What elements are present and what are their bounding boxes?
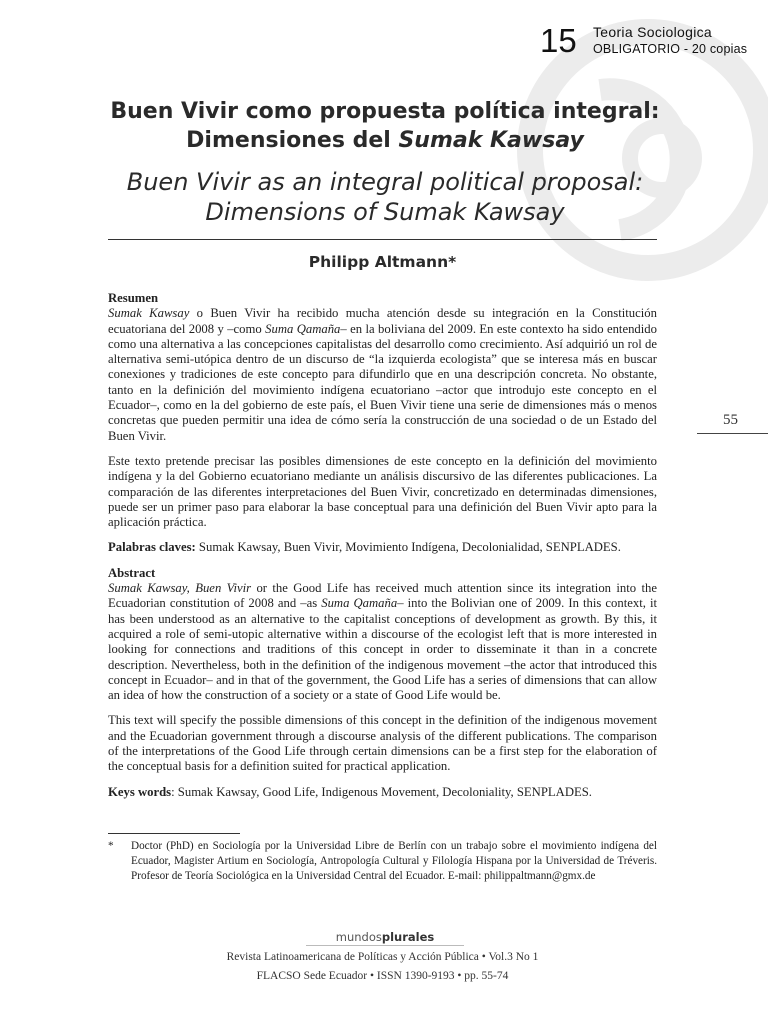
title-spanish	[105, 97, 665, 155]
title-es-line2-prefix: Dimensiones del	[186, 128, 399, 153]
resumen-text-b: – en la boliviana del 2009. En este contexto ha sido entendido como una alternativa a las concepciones capitalistas del desarrollo como crecimiento. Así adquirió un rol de alternativa semi-utópica dentro de un discurso de “la izquierda ecologista” que se interesa más en buscar conexiones y tradiciones de este concepto para difundirlo que en una descripción concreta. No obstante, tanto en la definición del movimiento indígena ecuatoriano –actor que introdujo este concepto en el Ecuador–, como en la del gobierno de este país, el Buen Vivir tiene una serie de dimensiones más o menos concretas que pueden permitir una idea de cómo sería la construcción de una sociedad o de un Estado del Buen Vivir.	[108, 321, 657, 443]
publisher-logo	[304, 930, 466, 944]
handwritten-number: 15	[540, 22, 577, 59]
title-divider	[108, 239, 657, 240]
title-es-line2	[105, 126, 665, 155]
resumen-italic-term-a: Sumak Kawsay	[108, 306, 190, 321]
brand-divider	[306, 945, 464, 946]
brand-suffix: plurales	[381, 930, 435, 944]
resumen-keywords-label: Palabras claves:	[108, 540, 196, 555]
resumen-keywords	[108, 540, 657, 555]
journal-line-1: Revista Latinoamericana de Políticas y Acción Pública • Vol.3 No 1	[226, 951, 539, 963]
brand-prefix: mundos	[335, 930, 382, 944]
article-body	[108, 291, 657, 810]
page-number-rule	[697, 433, 768, 434]
footnote-text: Doctor (PhD) en Sociología por la Universidad Libre de Berlín con un trabajo sobre el movimiento indígena del Ecuador, Magister Artium en Sociología, Antropología Cultural y Filología Hispana por la Universidad de Tréveris. Profesor de Teoría Sociológica en la Universidad Central del Ecuador. E-mail: philippaltmann@gmx.de	[131, 840, 657, 882]
abstract-italic-term-a: Sumak Kawsay, Buen Vivir	[108, 581, 252, 596]
abstract-paragraph-2: This text will specify the possible dimensions of this concept in the definition of the indigenous movement and the Ecuadorian government through a discourse analysis of the different publications. The comparison of the interpretations of the Good Life through certain dimensions can be a first step for the elaboration of the conceptual basis for a definition suited for practical application.	[108, 713, 657, 774]
abstract-text-b: – into the Bolivian one of 2009. In this context, it has been understood as an alternative to the capitalist conceptions of development as growth. By this, it acquired a role of semi-utopic alternative within a discourse of the ecologist left that is more interested in looking for connections and traditions of this concept in order to disseminate it than in a concrete description. Nevertheless, both in the definition of the indigenous movement –the actor that introduced this concept in Ecuador– and in that of the government, the Good Life has a series of dimensions that can allow an idea of how the construction of a society or a state of Good Life would be.	[108, 596, 658, 703]
handwritten-note: OBLIGATORIO - 20 copias	[593, 42, 748, 56]
author-footnote	[108, 839, 657, 884]
resumen-paragraph-2: Este texto pretende precisar las posibles dimensiones de este concepto en la definición del movimiento indígena y la del Gobierno ecuatoriano mediante un análisis discursivo de las diferentes publicaciones. La comparación de las diferentes interpretaciones del Buen Vivir, concretizado en determinadas dimensiones, puede ser un primer paso para elaborar la base conceptual para una definición del Buen Vivir apto para la aplicación práctica.	[108, 453, 657, 530]
abstract-keywords-label: Keys words	[108, 784, 172, 799]
abstract-paragraph-1	[108, 566, 657, 704]
handwritten-course: Teoria Sociologica	[593, 24, 713, 40]
abstract-keywords	[108, 785, 657, 800]
footnote-mark: *	[108, 840, 114, 852]
resumen-heading: Resumen	[108, 291, 159, 305]
page-number: 55	[723, 412, 738, 428]
resumen-text-a: o Buen Vivir ha recibido mucha atención desde su integración en la Constitución ecuatoriana del 2008 y –como	[108, 306, 657, 336]
title-en-line2: Dimensions of Sumak Kawsay	[205, 198, 565, 226]
resumen-paragraph-1	[108, 291, 657, 444]
abstract-text-a: or the Good Life has received much attention since its integration into the Ecuadorian constitution of 2008 and –as	[108, 581, 657, 611]
author-name: Philipp Altmann*	[308, 253, 457, 271]
footnote-divider	[108, 833, 240, 834]
abstract-heading: Abstract	[108, 565, 156, 580]
resumen-italic-term-b: Suma Qamaña	[265, 321, 341, 336]
title-es-line2-italic: Sumak Kawsay	[398, 128, 584, 153]
abstract-italic-term-b: Suma Qamaña	[321, 596, 398, 611]
title-en-line1: Buen Vivir as an integral political proposal:	[126, 168, 644, 196]
title-es-line1: Buen Vivir como propuesta política integral:	[110, 99, 660, 124]
resumen-keywords-list: Sumak Kawsay, Buen Vivir, Movimiento Indígena, Decolonialidad, SENPLADES.	[195, 540, 621, 555]
journal-info	[108, 948, 657, 986]
journal-line-2: FLACSO Sede Ecuador • ISSN 1390-9193 • pp. 55-74	[256, 970, 509, 982]
abstract-keywords-list: : Sumak Kawsay, Good Life, Indigenous Movement, Decoloniality, SENPLADES.	[171, 784, 592, 799]
title-english	[105, 167, 665, 227]
